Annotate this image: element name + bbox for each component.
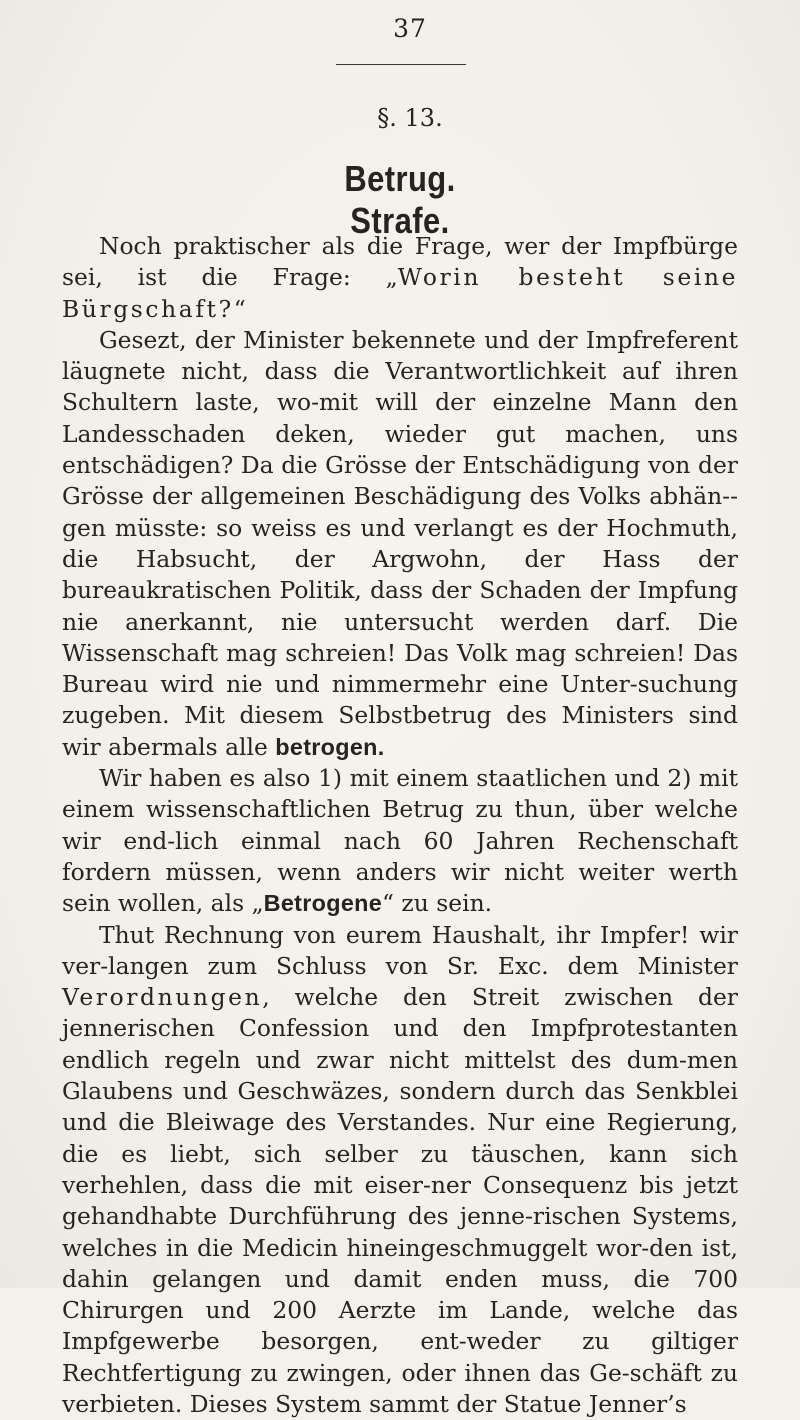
text-run: “ zu sein. bbox=[382, 889, 493, 918]
paragraph bbox=[62, 920, 738, 1420]
paragraph bbox=[62, 325, 738, 763]
header-rule bbox=[336, 64, 466, 65]
page-number: 37 bbox=[393, 14, 427, 43]
body-text bbox=[62, 231, 738, 1420]
section-title: Betrug. Strafe. bbox=[344, 158, 456, 241]
spaced-text-run: Worin besteht seine Bürgschaft? bbox=[62, 263, 739, 323]
bold-text-run: Betrogene bbox=[263, 890, 383, 917]
spaced-text-run: Verordnungen bbox=[62, 983, 263, 1012]
text-run: , welche den Streit zwischen der jennerischen Confession und den Impfprotestanten endlich regeln und zwar nicht mittelst des dum-men Glaubens und Geschwäzes, sondern durch das Senkblei und die Bleiwage des Verstandes. Nur eine Regierung, die es liebt, sich selber zu täuschen, kann sich verhehlen, dass die mit eiser-ner Consequenz bis jetzt gehandhabte Durchführung des jenne-rischen Systems, welches in die Medicin hineingeschmuggelt wor-den ist, dahin gelangen und damit enden muss, die 700 Chirurgen und 200 Aerzte im Lande, welche das Impfgewerbe besorgen, ent-weder zu giltiger Rechtfertigung zu zwingen, oder ihnen das Ge-schäft zu verbieten. Dieses System sammt der Statue Jenner’s bbox=[62, 983, 738, 1418]
bold-text-run: betrogen. bbox=[275, 733, 385, 760]
text-run: Gesezt, der Minister bekennete und der Impfreferent läugnete nicht, dass die Verantwortlichkeit auf ihren Schultern laste, wo-mit will der einzelne Mann den Landesschaden deken, wieder gut machen, uns entschädigen? Da die Grösse der Entschädigung von der Grösse der allgemeinen Beschädigung des Volks abhän-gen müsste: so weiss es und verlangt es der Hochmuth, die Habsucht, der Argwohn, der Hass der bureaukratischen Politik, dass der Schaden der Impfung nie anerkannt, nie untersucht werden darf. Die Wissenschaft mag schreien! Das Volk mag schreien! Das Bureau wird nie und nimmermehr eine Unter-suchung zugeben. Mit diesem Selbstbetrug des Ministers sind wir abermals alle bbox=[62, 325, 738, 761]
text-run: Noch praktischer als die Frage, wer der Impfbürge sei, ist die Frage: „ bbox=[62, 232, 738, 292]
text-run: “ bbox=[233, 294, 246, 323]
section-number: §. 13. bbox=[377, 104, 443, 132]
text-run: Thut Rechnung von eurem Haushalt, ihr Impfer! wir ver-langen zum Schluss von Sr. Exc. dem Minister bbox=[62, 920, 738, 980]
paragraph bbox=[62, 231, 738, 325]
text-run: Wir haben es also 1) mit einem staatlichen und 2) mit einem wissenschaftlichen Betrug zu thun, über welche wir end-lich einmal nach 60 Jahren Rechenschaft fordern müssen, wenn anders wir nicht weiter werth sein wollen, als „ bbox=[62, 764, 738, 918]
paragraph bbox=[62, 763, 738, 919]
